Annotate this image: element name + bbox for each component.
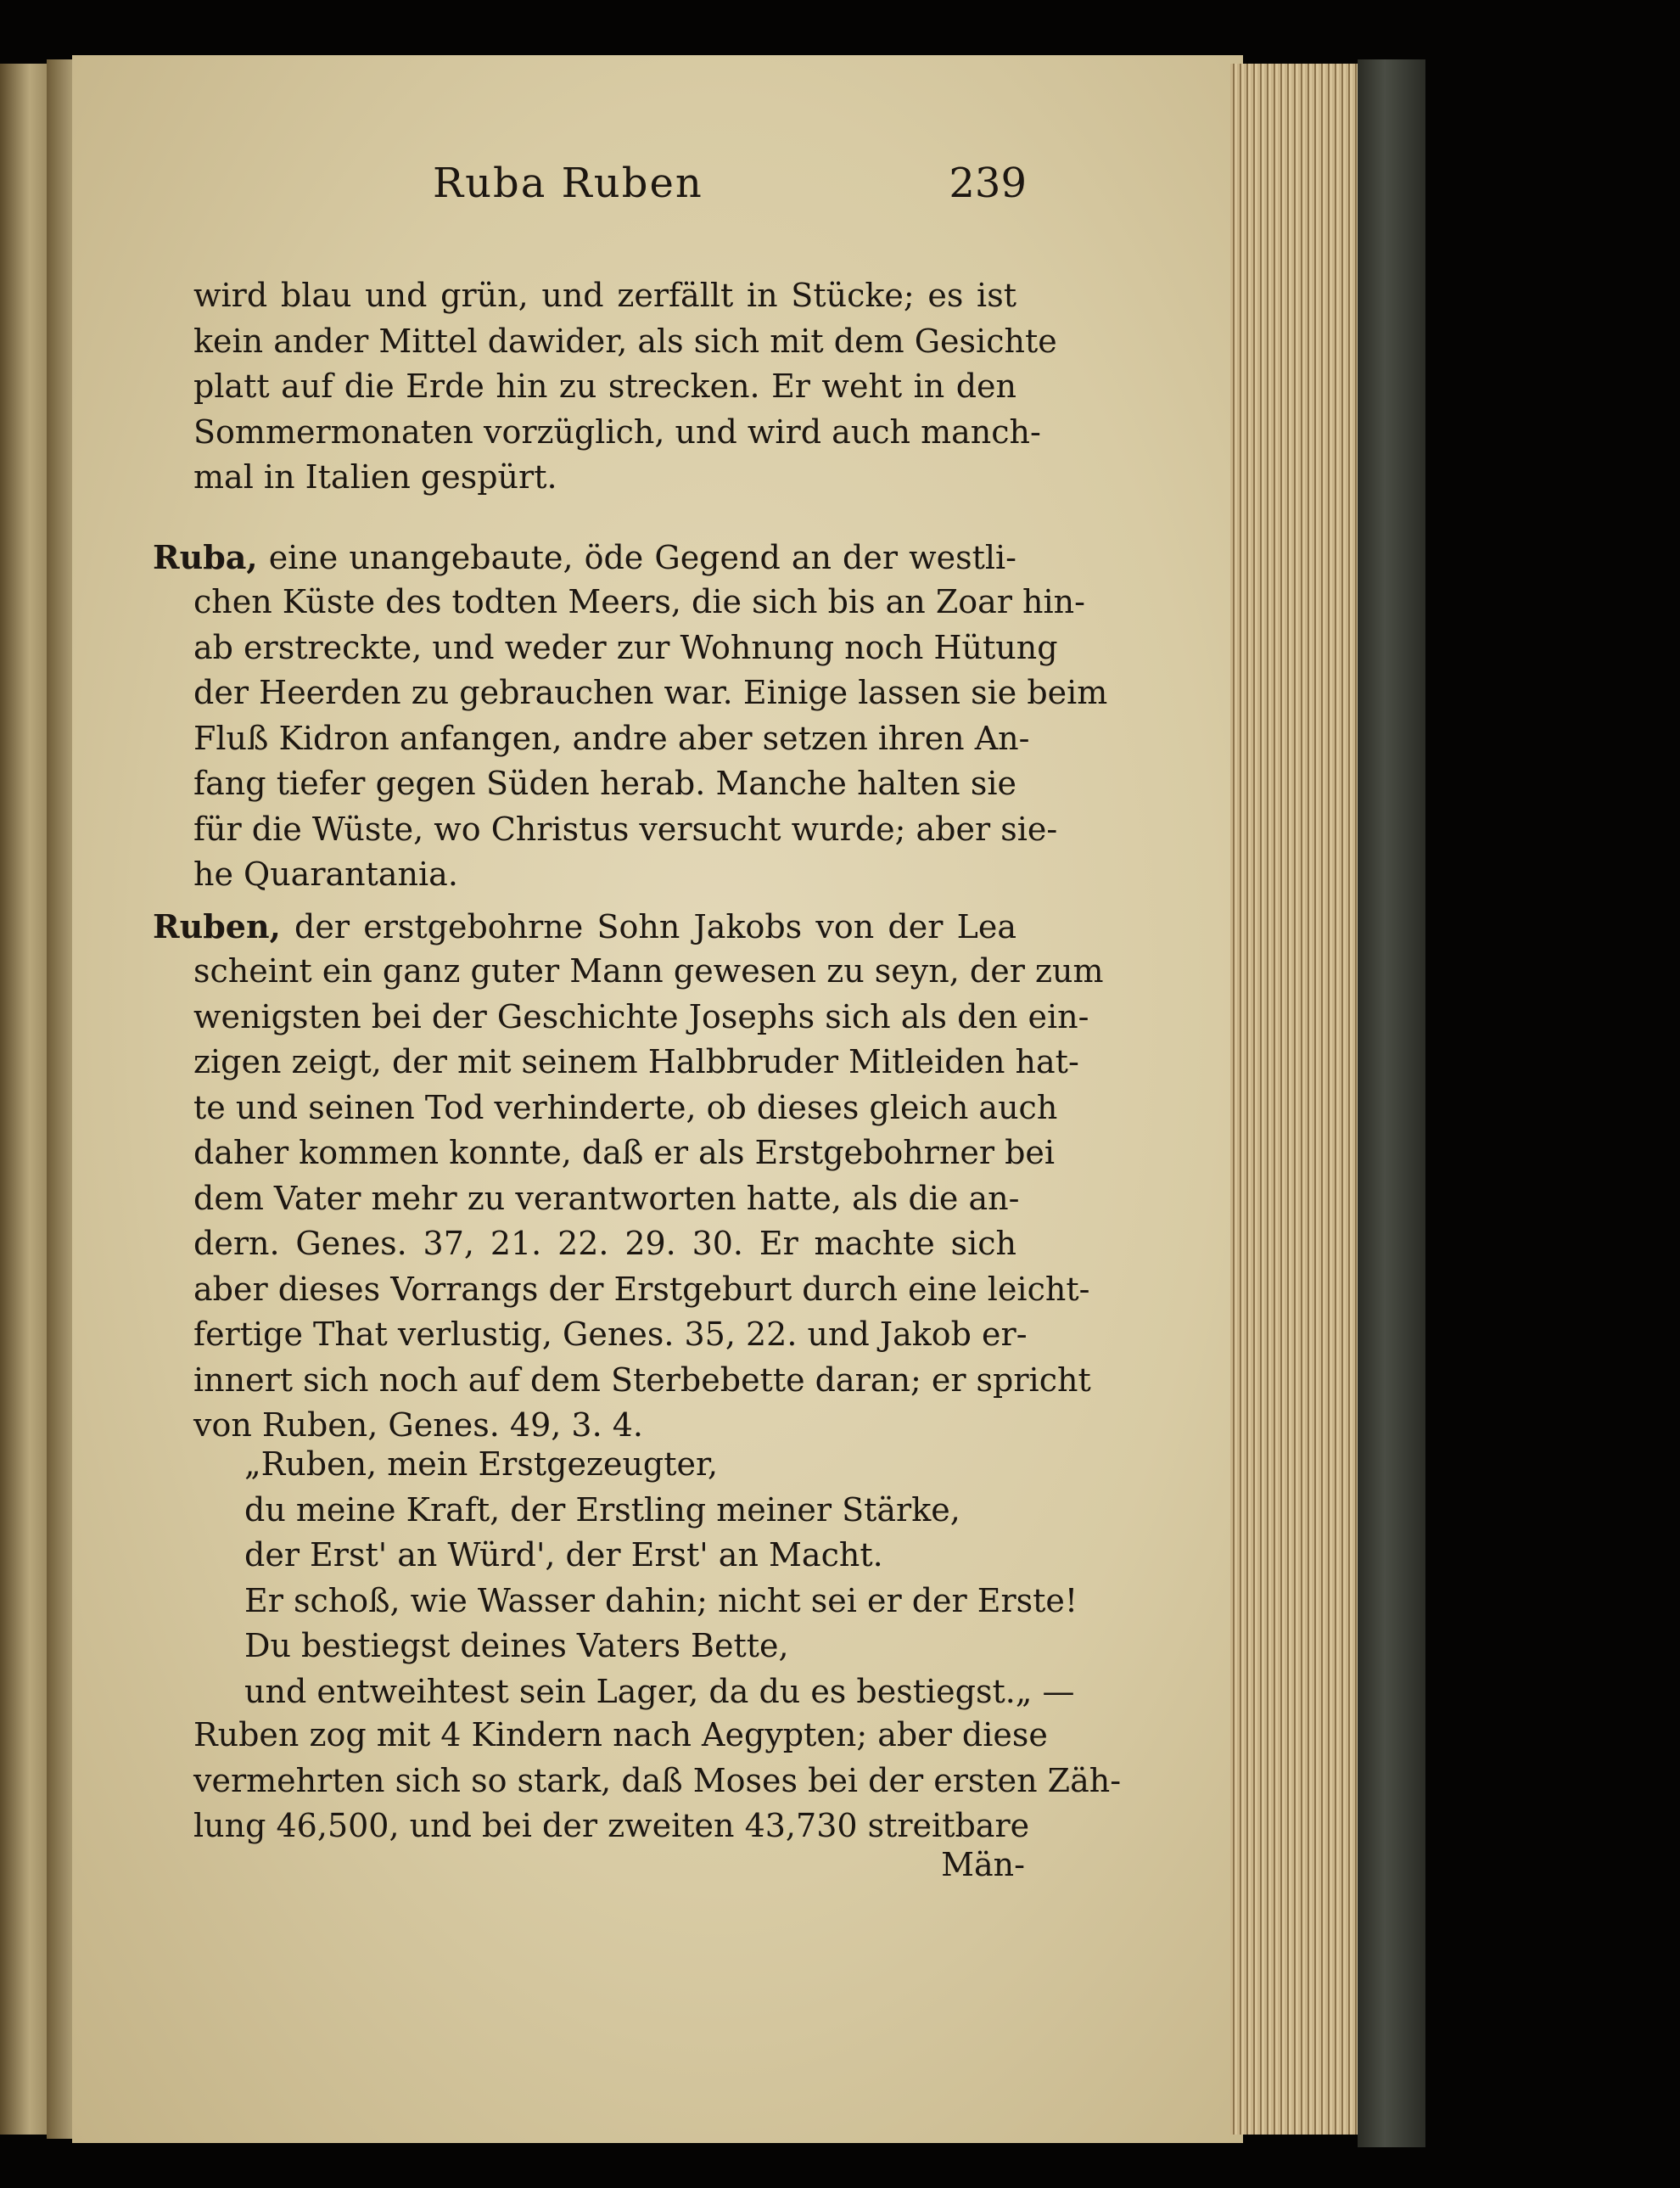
text-line: he Quarantania. <box>193 856 458 893</box>
poem-line: du meine Kraft, der Erstling meiner Stärke, <box>244 1490 960 1529</box>
entry-ruben-first-line: der erstgebohrne Sohn Jakobs von der Lea <box>280 908 1016 945</box>
poem-line: und entweihtest sein Lager, da du es bestiegst.„ — <box>244 1672 1075 1710</box>
text-line: Sommermonaten vorzüglich, und wird auch manch- <box>193 412 1041 451</box>
lemma-ruba: Ruba, <box>153 538 258 576</box>
text-line: wird blau und grün, und zerfällt in Stücke; es ist <box>193 277 1016 314</box>
entry-ruba-body <box>193 580 1108 898</box>
text-line: scheint ein ganz guter Mann gewesen zu seyn, der zum <box>193 952 1104 990</box>
text-line: platt auf die Erde hin zu strecken. Er weht in den <box>193 367 1016 405</box>
text-line: kein ander Mittel dawider, als sich mit dem Gesichte <box>193 322 1057 360</box>
text-line: te und seinen Tod verhinderte, ob dieses gleich auch <box>193 1088 1058 1126</box>
after-poem-paragraph <box>193 1713 1122 1849</box>
text-line: aber dieses Vorrangs der Erstgeburt durch eine leicht- <box>193 1270 1090 1308</box>
text-line: vermehrten sich so stark, daß Moses bei der ersten Zäh- <box>193 1761 1122 1799</box>
text-line: chen Küste des todten Meers, die sich bis an Zoar hin- <box>193 583 1085 620</box>
entry-ruba <box>153 535 1016 581</box>
text-line: fertige That verlustig, Genes. 35, 22. und Jakob er- <box>193 1316 1028 1353</box>
text-line: daher kommen konnte, daß er als Erstgebohrner bei <box>193 1134 1056 1171</box>
entry-first-line <box>153 904 1016 950</box>
running-header <box>193 151 1027 219</box>
text-line: von Ruben, Genes. 49, 3. 4. <box>193 1406 643 1444</box>
text-line: ab erstreckte, und weder zur Wohnung noch Hütung <box>193 628 1058 666</box>
poem-line: „Ruben, mein Erstgezeugter, <box>244 1445 719 1483</box>
text-line: mal in Italien gespürt. <box>193 458 557 496</box>
entry-ruba-first-line: eine unangebaute, öde Gegend an der westli- <box>257 539 1016 576</box>
lemma-ruben: Ruben, <box>153 907 281 945</box>
entry-ruben <box>153 904 1016 950</box>
text-line: zigen zeigt, der mit seinem Halbbruder Mitleiden hat- <box>193 1043 1079 1080</box>
text-line: dern. Genes. 37, 21. 22. 29. 30. Er machte sich <box>193 1225 1016 1262</box>
entry-first-line <box>153 535 1016 581</box>
text-line: der Heerden zu gebrauchen war. Einige lassen sie beim <box>193 674 1108 711</box>
text-line: dem Vater mehr zu verantworten hatte, als die an- <box>193 1179 1020 1217</box>
poem-quotation <box>244 1443 1078 1715</box>
text-line: für die Wüste, wo Christus versucht wurde; aber sie- <box>193 810 1058 848</box>
text-line: innert sich noch auf dem Sterbebette daran; er spricht <box>193 1360 1091 1399</box>
book-cover-edge <box>1358 59 1425 2147</box>
text-line: Ruben zog mit 4 Kindern nach Aegypten; aber diese <box>193 1716 1048 1753</box>
page-number: 239 <box>949 160 1027 207</box>
running-title: Ruba Ruben <box>433 160 703 207</box>
text-line: wenigsten bei der Geschichte Josephs sich als den ein- <box>193 997 1089 1035</box>
poem-line: Du bestiegst deines Vaters Bette, <box>244 1627 789 1664</box>
catchword: Män- <box>941 1846 1025 1883</box>
text-line: lung 46,500, und bei der zweiten 43,730 streitbare <box>193 1807 1030 1844</box>
text-line: Fluß Kidron anfangen, andre aber setzen ihren An- <box>193 719 1030 757</box>
poem-line: Er schoß, wie Wasser dahin; nicht sei er der Erste! <box>244 1581 1078 1619</box>
page-edges <box>1230 64 1375 2135</box>
text-line: fang tiefer gegen Süden herab. Manche halten sie <box>193 765 1016 802</box>
continuation-paragraph <box>193 273 1057 501</box>
poem-line: der Erst' an Würd', der Erst' an Macht. <box>244 1536 883 1574</box>
entry-ruben-body <box>193 949 1104 1449</box>
